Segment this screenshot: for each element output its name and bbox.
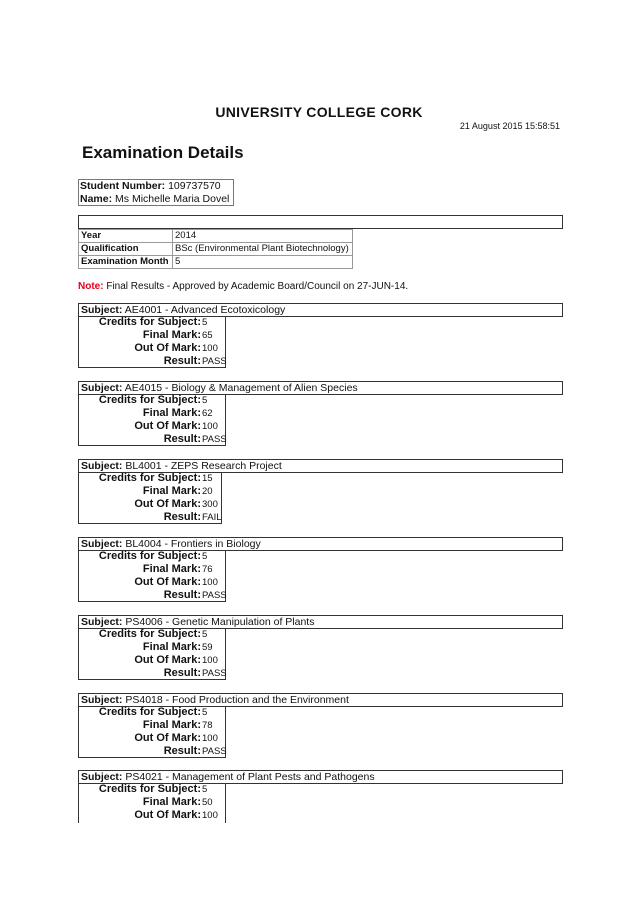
out-of-mark-row [79,732,225,745]
credits-label: Credits for Subject: [98,316,201,328]
student-number-label: Student Number: [80,180,166,192]
final-mark-row [79,641,225,654]
credits-value: 5 [202,629,208,640]
final-mark-row [79,796,225,809]
final-mark-value: 62 [202,408,213,419]
subject-title: BL4004 - Frontiers in Biology [125,538,261,550]
out-of-mark-value: 100 [202,733,218,744]
final-mark-row [79,329,225,342]
student-name-label: Name: [80,192,113,205]
subject-header [78,693,563,707]
result-label: Result: [163,355,201,367]
info-row-exam-month [79,256,353,269]
subject-details [78,472,222,524]
credits-row [79,316,225,329]
subject-block [78,770,563,921]
out-of-mark-row [79,809,225,822]
subject-label: Subject: [81,304,123,316]
institution-heading: UNIVERSITY COLLEGE CORK [215,104,423,120]
result-row [79,667,225,680]
result-row [79,511,221,524]
result-value: FAIL [202,512,222,523]
subject-details [78,394,226,446]
final-mark-value: 65 [202,330,213,341]
subject-header [78,381,563,395]
subject-title: PS4018 - Food Production and the Environment [125,694,349,706]
subject-header [78,303,563,317]
info-key: Year [79,230,173,243]
final-mark-row [79,485,221,498]
final-mark-label: Final Mark: [142,641,201,653]
credits-label: Credits for Subject: [98,394,201,406]
info-value: 5 [173,256,353,269]
out-of-mark-label: Out Of Mark: [134,654,201,666]
credits-row [79,394,225,407]
result-row [79,433,225,446]
result-value: PASS [202,356,227,367]
final-mark-value: 20 [202,486,213,497]
out-of-mark-label: Out Of Mark: [134,420,201,432]
result-value: PASS [202,668,227,679]
credits-row [79,628,225,641]
subject-title: AE4015 - Biology & Management of Alien Species [124,382,358,394]
subject-title: PS4006 - Genetic Manipulation of Plants [125,616,315,628]
credits-label: Credits for Subject: [98,550,201,562]
note-text: Final Results - Approved by Academic Board/Council on 27-JUN-14. [106,281,409,292]
final-mark-value: 50 [202,797,213,808]
note-label: Note: [78,281,104,292]
final-mark-label: Final Mark: [142,719,201,731]
student-name-line [80,193,232,206]
credits-row [79,550,225,563]
out-of-mark-row [79,654,225,667]
empty-bar [78,215,563,229]
credits-row [79,706,225,719]
credits-value: 5 [202,395,208,406]
subject-header [78,615,563,629]
out-of-mark-row [79,342,225,355]
credits-value: 5 [202,784,208,795]
final-mark-value: 76 [202,564,213,575]
result-label: Result: [163,433,201,445]
subject-label: Subject: [81,694,123,706]
info-key: Qualification [79,243,173,256]
out-of-mark-label: Out Of Mark: [134,576,201,588]
final-mark-row [79,719,225,732]
result-label: Result: [163,511,201,523]
info-key: Examination Month [79,256,173,269]
info-row-qualification [79,243,353,256]
credits-label: Credits for Subject: [98,783,201,795]
subject-title: BL4001 - ZEPS Research Project [125,460,282,472]
credits-row [79,783,225,796]
final-mark-value: 78 [202,720,213,731]
info-row-year [79,230,353,243]
subject-label: Subject: [81,616,123,628]
credits-value: 5 [202,707,208,718]
student-number-value: 109737570 [168,180,221,192]
final-mark-label: Final Mark: [142,563,201,575]
page-title: Examination Details [82,143,244,162]
info-value: BSc (Environmental Plant Biotechnology) [173,243,353,256]
results-note [78,281,408,292]
subject-title: PS4021 - Management of Plant Pests and Pathogens [125,771,375,783]
subject-details [78,316,226,368]
credits-label: Credits for Subject: [98,706,201,718]
credits-value: 5 [202,551,208,562]
subject-header [78,770,563,784]
out-of-mark-value: 100 [202,577,218,588]
credits-value: 15 [202,473,213,484]
result-label: Result: [163,745,201,757]
result-label: Result: [163,589,201,601]
credits-label: Credits for Subject: [98,628,201,640]
out-of-mark-row [79,420,225,433]
exam-info-table [78,229,353,269]
out-of-mark-label: Out Of Mark: [134,809,201,821]
out-of-mark-value: 100 [202,810,218,821]
result-value: PASS [202,590,227,601]
out-of-mark-label: Out Of Mark: [134,342,201,354]
subject-details [78,550,226,602]
result-row [79,355,225,368]
result-row [79,745,225,758]
subject-details [78,783,226,823]
subject-label: Subject: [81,460,123,472]
out-of-mark-value: 100 [202,655,218,666]
result-label: Result: [163,667,201,679]
result-value: PASS [202,434,227,445]
out-of-mark-value: 100 [202,421,218,432]
out-of-mark-value: 300 [202,499,218,510]
final-mark-label: Final Mark: [142,329,201,341]
final-mark-label: Final Mark: [142,485,201,497]
out-of-mark-label: Out Of Mark: [134,732,201,744]
print-timestamp: 21 August 2015 15:58:51 [459,121,560,131]
subject-title: AE4001 - Advanced Ecotoxicology [124,304,286,316]
subject-header [78,537,563,551]
student-box [78,179,234,206]
out-of-mark-label: Out Of Mark: [134,498,201,510]
info-value: 2014 [173,230,353,243]
student-name-value: Ms Michelle Maria Dovel [115,192,230,205]
final-mark-value: 59 [202,642,213,653]
credits-row [79,472,221,485]
result-value: PASS [202,746,227,757]
credits-label: Credits for Subject: [98,472,201,484]
final-mark-label: Final Mark: [142,407,201,419]
result-row [79,589,225,602]
subject-details [78,706,226,758]
out-of-mark-row [79,498,221,511]
out-of-mark-row [79,576,225,589]
subject-details [78,628,226,680]
subject-header [78,459,563,473]
student-number-line [80,180,232,193]
credits-value: 5 [202,317,208,328]
final-mark-row [79,407,225,420]
subject-label: Subject: [81,538,123,550]
final-mark-label: Final Mark: [142,796,201,808]
subject-label: Subject: [81,382,123,394]
final-mark-row [79,563,225,576]
subject-label: Subject: [81,771,123,783]
out-of-mark-value: 100 [202,343,218,354]
